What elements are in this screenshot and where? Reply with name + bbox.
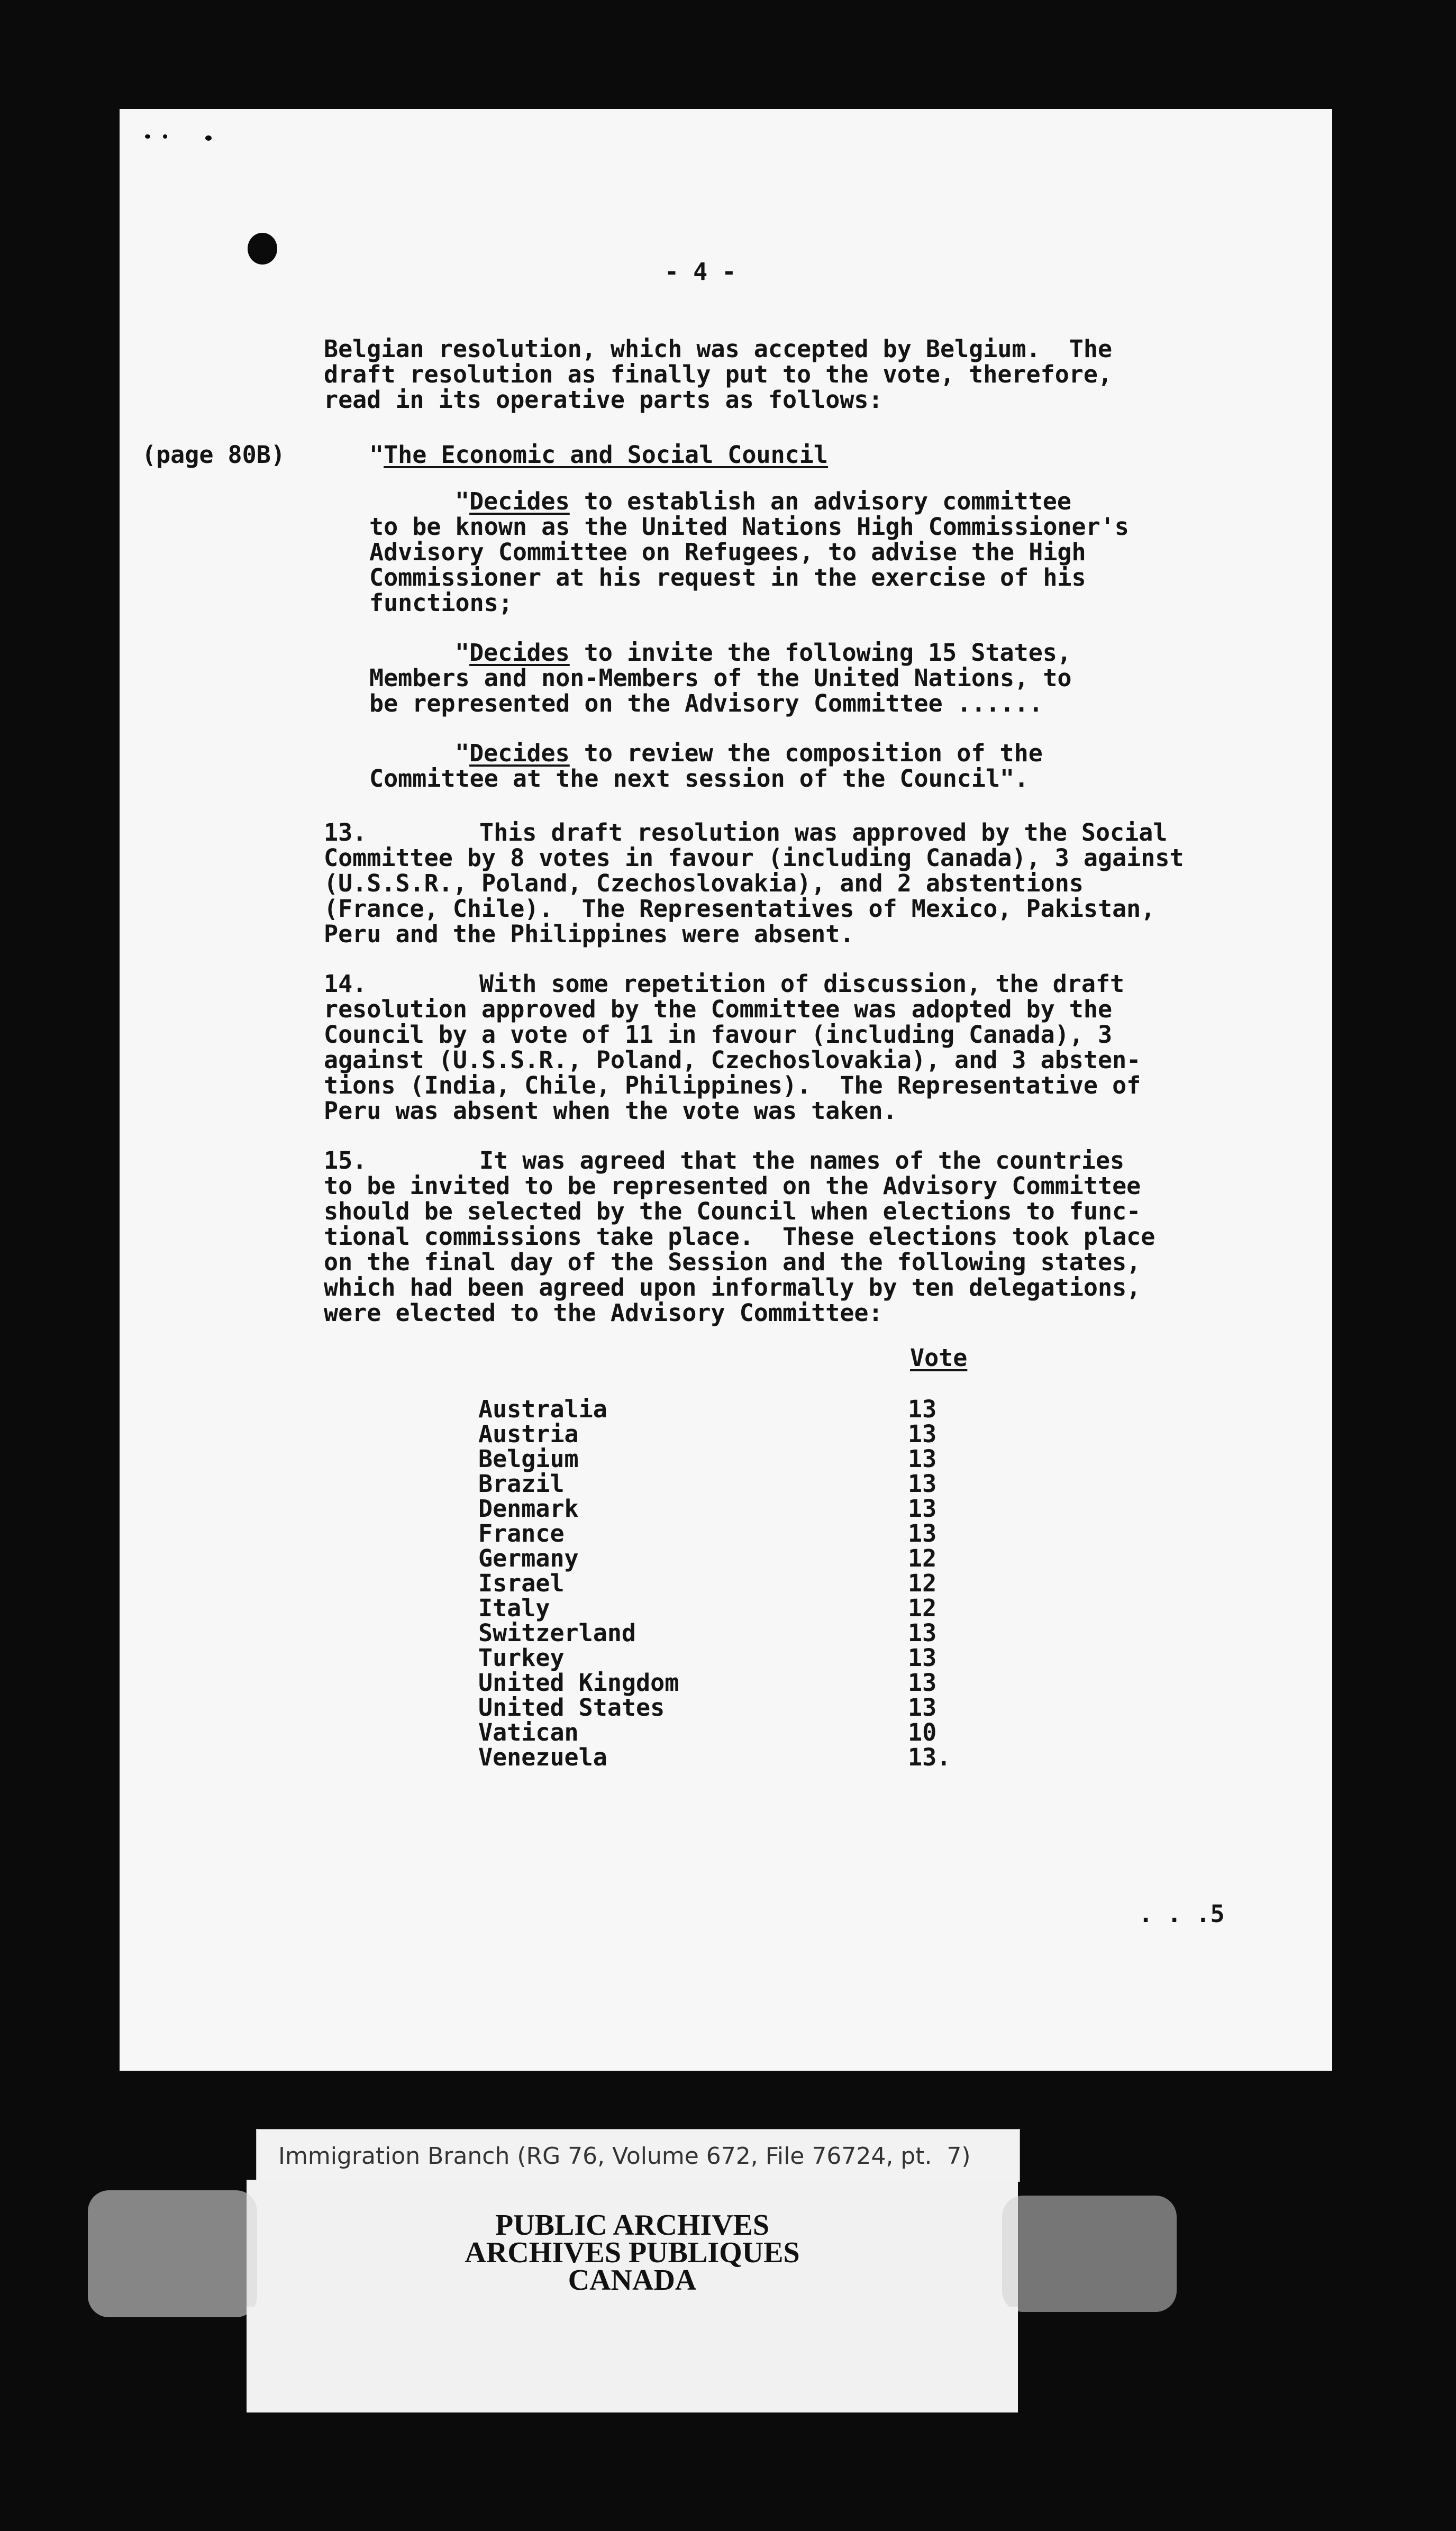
- country-name: Vatican: [478, 1718, 579, 1746]
- para15-line: were elected to the Advisory Committee:: [324, 1299, 883, 1327]
- continuation-marker: . . .5: [1139, 1900, 1225, 1928]
- vote-count: 12: [908, 1594, 937, 1622]
- decide-line: Committee at the next session of the Council".: [369, 764, 1029, 793]
- table-row: [478, 1521, 986, 1546]
- table-row: [478, 1620, 986, 1646]
- vote-count: 12: [908, 1544, 937, 1572]
- decide-line: to invite the following 15 States,: [569, 639, 1071, 667]
- country-name: United States: [478, 1694, 665, 1722]
- vote-count: 13: [908, 1420, 937, 1448]
- vote-count: 10: [908, 1718, 937, 1746]
- table-row: [478, 1397, 986, 1422]
- table-row: [478, 1596, 986, 1621]
- paragraph-number: 13.: [324, 818, 367, 846]
- para14-line: resolution approved by the Committee was adopted by the: [324, 995, 1113, 1023]
- table-row: [478, 1422, 986, 1447]
- decide-line: to review the composition of the: [569, 739, 1043, 767]
- para13-line: Peru and the Philippines were absent.: [324, 920, 854, 948]
- vote-count: 12: [908, 1569, 937, 1597]
- para15-line: which had been agreed upon informally by ten delegations,: [324, 1273, 1141, 1301]
- table-row: [478, 1670, 986, 1696]
- country-name: Germany: [478, 1544, 579, 1572]
- para13-line: (France, Chile). The Representatives of Mexico, Pakistan,: [324, 895, 1155, 923]
- vote-count: 13: [908, 1694, 937, 1722]
- table-row: [478, 1645, 986, 1671]
- quote-mark: ": [455, 639, 470, 667]
- table-row: [478, 1471, 986, 1497]
- country-name: Denmark: [478, 1495, 579, 1523]
- table-row: [478, 1546, 986, 1571]
- archive-reference: Immigration Branch (RG 76, Volume 672, File 76724, pt. 7): [278, 2143, 971, 2170]
- speck: [145, 134, 150, 139]
- country-name: Italy: [478, 1594, 550, 1622]
- table-row: [478, 1745, 986, 1770]
- country-name: Austria: [478, 1420, 579, 1448]
- para14-line: against (U.S.S.R., Poland, Czechoslovakia), and 3 absten-: [324, 1046, 1141, 1074]
- table-row: [478, 1571, 986, 1596]
- vote-count: 13.: [908, 1743, 951, 1771]
- archive-line: CANADA: [568, 2264, 697, 2297]
- smudge: [1002, 2196, 1177, 2312]
- decides-keyword: Decides: [469, 487, 570, 515]
- decide-line: to establish an advisory committee: [569, 487, 1071, 515]
- para15-line: It was agreed that the names of the countries: [479, 1146, 1125, 1175]
- speck: [205, 135, 212, 141]
- para14-line: Peru was absent when the vote was taken.: [324, 1097, 897, 1125]
- decide-line: Members and non-Members of the United Nations, to: [369, 664, 1072, 692]
- label-strip: [247, 2307, 1018, 2412]
- vote-count: 13: [908, 1669, 937, 1697]
- country-name: Australia: [478, 1395, 607, 1423]
- margin-note: (page 80B): [142, 441, 285, 469]
- smudge: [88, 2190, 257, 2317]
- intro-line: Belgian resolution, which was accepted by Belgium. The: [324, 335, 1113, 363]
- para13-line: Committee by 8 votes in favour (including Canada), 3 against: [324, 844, 1184, 872]
- vote-column-header: Vote: [910, 1344, 968, 1372]
- quote-mark: ": [455, 487, 470, 515]
- table-row: [478, 1496, 986, 1522]
- para13-line: (U.S.S.R., Poland, Czechoslovakia), and 2 abstentions: [324, 869, 1084, 897]
- speck: [163, 134, 167, 139]
- decide-paragraph-3: [455, 741, 1043, 766]
- decides-keyword: Decides: [469, 639, 570, 667]
- para15-line: tional commissions take place. These elections took place: [324, 1223, 1155, 1251]
- para13-line: This draft resolution was approved by the Social: [479, 818, 1168, 846]
- para14-line: tions (India, Chile, Philippines). The Representative of: [324, 1071, 1141, 1099]
- quote-mark: ": [455, 739, 470, 767]
- archive-line: ARCHIVES PUBLIQUES: [465, 2236, 800, 2269]
- council-heading-text: The Economic and Social Council: [384, 441, 828, 469]
- vote-count: 13: [908, 1619, 937, 1647]
- country-name: Israel: [478, 1569, 565, 1597]
- council-heading: [369, 442, 828, 468]
- para14-line: With some repetition of discussion, the draft: [479, 970, 1125, 998]
- decide-line: Commissioner at his request in the exercise of his: [369, 563, 1086, 591]
- vote-count: 13: [908, 1470, 937, 1498]
- table-row: [478, 1695, 986, 1720]
- country-name: Turkey: [478, 1644, 565, 1672]
- para15-line: to be invited to be represented on the Advisory Committee: [324, 1172, 1141, 1200]
- vote-count: 13: [908, 1395, 937, 1423]
- vote-count: 13: [908, 1445, 937, 1473]
- table-row: [478, 1446, 986, 1472]
- archive-line: PUBLIC ARCHIVES: [495, 2209, 770, 2242]
- country-name: United Kingdom: [478, 1669, 679, 1697]
- vote-count: 13: [908, 1519, 937, 1547]
- decide-line: be represented on the Advisory Committee ......: [369, 689, 1043, 717]
- table-row: [478, 1720, 986, 1745]
- country-name: France: [478, 1519, 565, 1547]
- page-number: - 4 -: [665, 258, 736, 286]
- punch-hole: [248, 233, 277, 265]
- para15-line: on the final day of the Session and the following states,: [324, 1248, 1141, 1276]
- country-name: Belgium: [478, 1445, 579, 1473]
- decide-line: to be known as the United Nations High Commissioner's: [369, 513, 1129, 541]
- para15-line: should be selected by the Council when elections to func-: [324, 1197, 1141, 1225]
- quote-mark: ": [369, 441, 384, 469]
- paragraph-number: 14.: [324, 970, 367, 998]
- vote-count: 13: [908, 1644, 937, 1672]
- decide-line: Advisory Committee on Refugees, to advise the High: [369, 538, 1086, 566]
- intro-line: draft resolution as finally put to the vote, therefore,: [324, 360, 1113, 388]
- archive-stamp-text: [247, 2209, 1018, 2297]
- country-name: Switzerland: [478, 1619, 636, 1647]
- country-name: Brazil: [478, 1470, 565, 1498]
- decides-keyword: Decides: [469, 739, 570, 767]
- archive-reference-label: [256, 2129, 1020, 2182]
- country-name: Venezuela: [478, 1743, 607, 1771]
- vote-count: 13: [908, 1495, 937, 1523]
- decide-line: functions;: [369, 589, 513, 617]
- intro-line: read in its operative parts as follows:: [324, 386, 883, 414]
- para14-line: Council by a vote of 11 in favour (including Canada), 3: [324, 1021, 1113, 1049]
- decide-paragraph-1: [455, 489, 1071, 514]
- paragraph-number: 15.: [324, 1146, 367, 1175]
- decide-paragraph-2: [455, 640, 1071, 666]
